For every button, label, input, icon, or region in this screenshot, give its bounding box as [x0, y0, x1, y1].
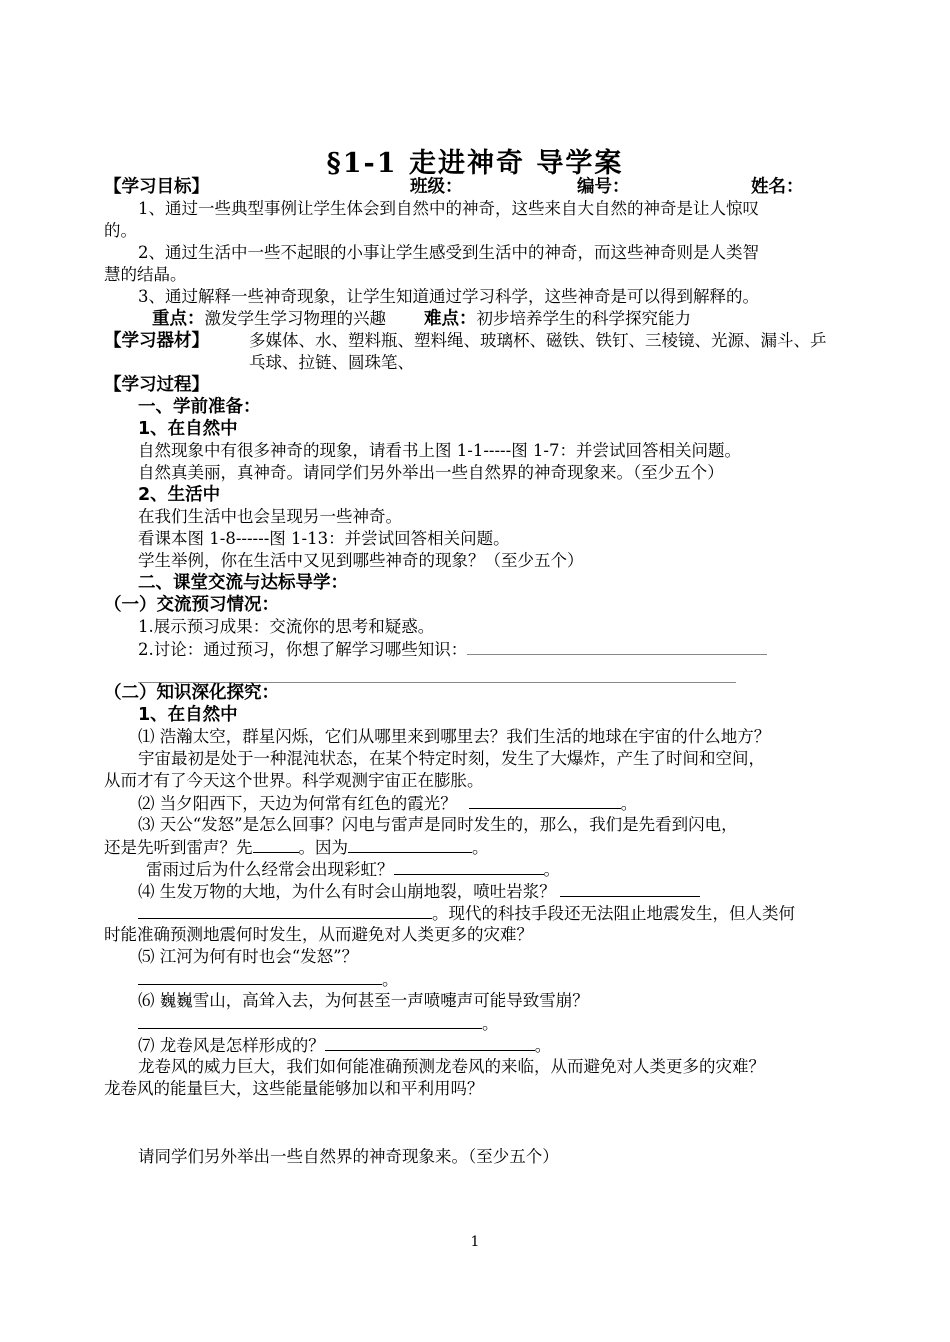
question-4-cont [138, 902, 795, 925]
goal-3: 3、通过解释一些神奇现象，让学生知道通过学习科学，这些神奇是可以得到解释的。 [138, 287, 759, 306]
question-6-answer [138, 1012, 499, 1035]
question-4-cont-2: 时能准确预测地震何时发生，从而避免对人类更多的灾难？ [104, 925, 533, 944]
name-label: 姓名： [751, 177, 804, 197]
question-7-blank[interactable] [325, 1034, 535, 1051]
question-1: ⑴ 浩瀚太空，群星闪烁，它们从哪里来到哪里去？我们生活的地球在宇宙的什么地方？ [138, 727, 771, 746]
section-2-heading: 二、课堂交流与达标导学： [138, 573, 348, 593]
question-4 [138, 880, 700, 903]
exchange-2 [138, 638, 767, 661]
question-2 [138, 792, 637, 815]
question-3-end: 。 [472, 838, 489, 857]
exchange-2-blank[interactable] [467, 638, 767, 655]
question-2-end: 。 [620, 794, 638, 813]
question-3-first-blank[interactable] [253, 836, 299, 853]
question-1-answer-b: 从而才有了今天这个世界。科学观测宇宙正在膨胀。 [104, 771, 484, 790]
goal-2: 2、通过生活中一些不起眼的小事让学生感受到生活中的神奇，而这些神奇则是人类智 [138, 243, 759, 262]
section-1-heading: 一、学前准备： [138, 397, 261, 417]
question-5-end: 。 [382, 970, 399, 989]
question-5-blank[interactable] [138, 968, 382, 985]
class-label: 班级： [410, 177, 463, 197]
question-3-rainbow-text: 雷雨过后为什么经常会出现彩虹？ [146, 860, 394, 879]
section-2-2-heading: （二）知识深化探究： [104, 683, 279, 703]
question-7-cont-2: 龙卷风的能量巨大，这些能量能够加以和平利用吗？ [104, 1079, 484, 1098]
question-5-answer [138, 968, 399, 991]
materials-heading: 【学习器材】 [104, 331, 209, 351]
question-5: ⑸ 江河为何有时也会“发怒”？ [138, 947, 359, 966]
key-text: 激发学生学习物理的兴趣 [204, 309, 386, 328]
goal-2-cont: 慧的结晶。 [104, 265, 187, 284]
question-4-text: ⑷ 生发万物的大地，为什么有时会山崩地裂，喷吐岩浆？ [138, 882, 556, 901]
section-2-1-heading: （一）交流预习情况： [104, 595, 279, 615]
question-4-blank-b[interactable] [138, 902, 432, 919]
materials-line-1: 多媒体、水、塑料瓶、塑料绳、玻璃杯、磁铁、铁钉、三棱镜、光源、漏斗、乒 [249, 331, 827, 350]
key-point [152, 308, 691, 330]
question-3-because-text: 。因为 [298, 838, 348, 857]
final-prompt: 请同学们另外举出一些自然界的神奇现象来。（至少五个） [138, 1147, 559, 1166]
question-7 [138, 1034, 551, 1057]
question-3-because-blank[interactable] [348, 836, 472, 853]
goals-heading: 【学习目标】 [104, 177, 209, 197]
question-2-blank[interactable] [469, 792, 621, 809]
number-label: 编号： [577, 177, 630, 197]
section-1-2-heading: 2、生活中 [138, 485, 221, 505]
question-6-end: 。 [482, 1014, 499, 1033]
question-6-blank[interactable] [138, 1012, 482, 1029]
goal-1: 1、通过一些典型事例让学生体会到自然中的神奇，这些来自大自然的神奇是让人惊叹 [138, 199, 759, 218]
paragraph-1: 自然现象中有很多神奇的现象，请看书上图 1-1-----图 1-7：并尝试回答相关问题。 [138, 441, 742, 460]
hard-label: 难点： [424, 309, 477, 329]
paragraph-3: 在我们生活中也会呈现另一些神奇。 [138, 507, 402, 526]
key-label: 重点： [152, 309, 205, 329]
question-3-rainbow-end: 。 [543, 860, 560, 879]
paragraph-2: 自然真美丽，真神奇。请同学们另外举出一些自然界的神奇现象来。（至少五个） [138, 463, 724, 482]
question-3: ⑶ 天公“发怒”是怎么回事？闪电与雷声是同时发生的，那么，我们是先看到闪电， [138, 815, 738, 834]
question-7-end: 。 [534, 1036, 552, 1055]
section-2-2-1-heading: 1、在自然中 [138, 705, 238, 725]
question-7-text: ⑺ 龙卷风是怎样形成的？ [138, 1036, 325, 1055]
question-2-text: ⑵ 当夕阳西下，天边为何常有红色的霞光？ [138, 794, 457, 813]
hard-text: 初步培养学生的科学探究能力 [476, 309, 691, 328]
page-title: §1-1 走进神奇 导学案 [326, 148, 624, 179]
question-3-first-text: 还是先听到雷声？先 [104, 838, 253, 857]
paragraph-4: 看课本图 1-8------图 1-13：并尝试回答相关问题。 [138, 529, 510, 548]
question-3-cont [104, 836, 489, 859]
page-number: 1 [470, 1234, 480, 1250]
materials-line-2: 乓球、拉链、圆珠笔、 [249, 353, 414, 372]
question-1-answer-a: 宇宙最初是处于一种混沌状态，在某个特定时刻，发生了大爆炸，产生了时间和空间， [138, 749, 765, 768]
section-1-1-heading: 1、在自然中 [138, 419, 238, 439]
exchange-1: 1.展示预习成果：交流你的思考和疑惑。 [138, 617, 435, 636]
goal-1-cont: 的。 [104, 221, 137, 240]
question-3-rainbow-blank[interactable] [394, 858, 544, 875]
process-heading: 【学习过程】 [104, 375, 209, 395]
question-4-blank-a[interactable] [560, 880, 700, 897]
question-3-rainbow [146, 858, 560, 881]
question-4-cont-text: 。现代的科技手段还无法阻止地震发生，但人类何 [432, 904, 795, 923]
question-7-cont-1: 龙卷风的威力巨大，我们如何能准确预测龙卷风的来临，从而避免对人类更多的灾难？ [138, 1057, 765, 1076]
exchange-2-text: 2.讨论：通过预习，你想了解学习哪些知识： [138, 640, 468, 659]
paragraph-5: 学生举例，你在生活中又见到哪些神奇的现象？（至少五个） [138, 551, 584, 570]
question-6: ⑹ 巍巍雪山，高耸入去，为何甚至一声喷嚏声可能导致雪崩？ [138, 991, 589, 1010]
